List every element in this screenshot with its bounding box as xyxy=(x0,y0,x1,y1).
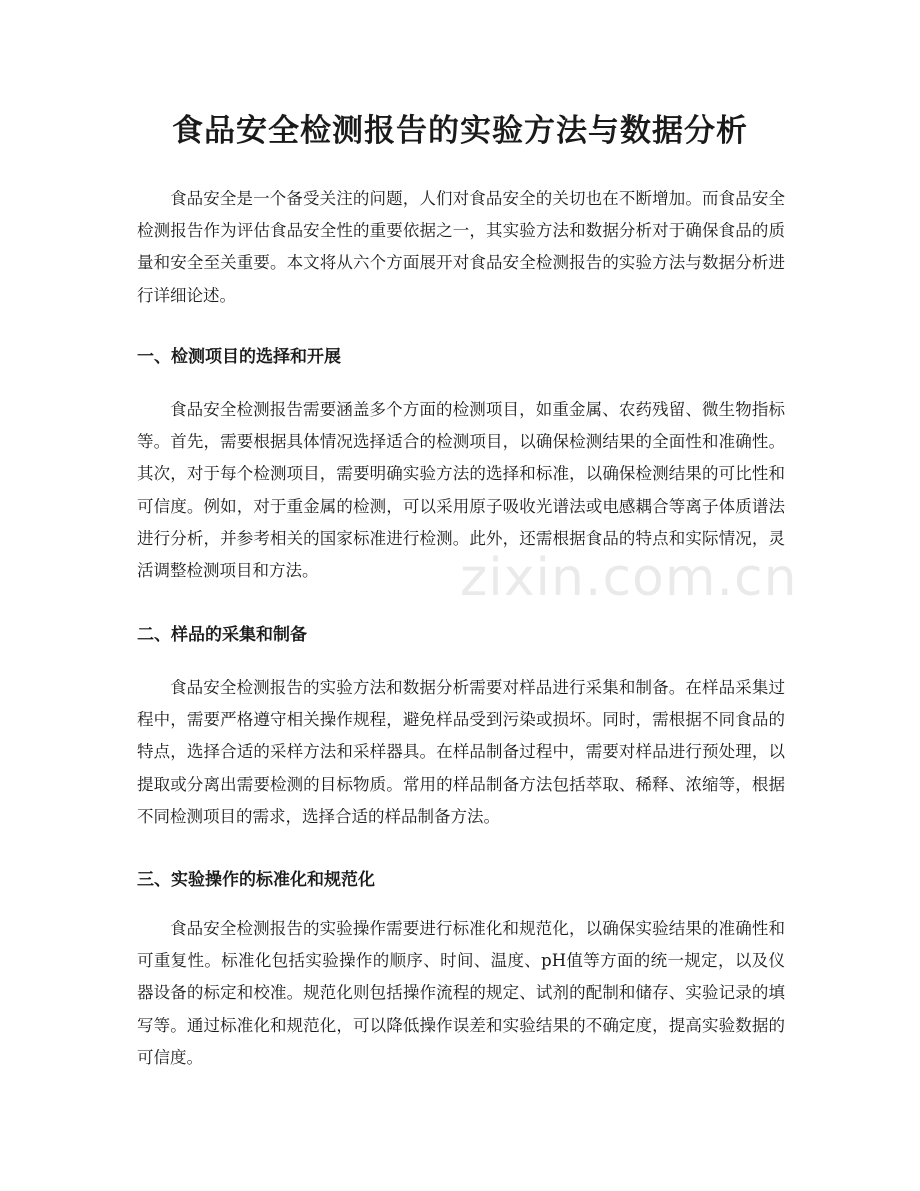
document-title: 食品安全检测报告的实验方法与数据分析 xyxy=(172,113,748,149)
section-body-2: 食品安全检测报告的实验方法和数据分析需要对样品进行采集和制备。在样品采集过程中，需要严格遵守相关操作规程，避免样品受到污染或损坏。同时，需根据不同食品的特点，选择合适的采样方法和采样器具。在样品制备过程中，需要对样品进行预处理，以提取或分离出需要检测的目标物质。常用的样品制备方法包括萃取、稀释、浓缩等，根据不同检测项目的需求，选择合适的样品制备方法。 xyxy=(137,678,785,826)
intro-paragraph: 食品安全是一个备受关注的问题，人们对食品安全的关切也在不断增加。而食品安全检测报告作为评估食品安全性的重要依据之一，其实验方法和数据分析对于确保食品的质量和安全至关重要。本文将从六个方面展开对食品安全检测报告的实验方法与数据分析进行详细论述。 xyxy=(137,189,785,305)
watermark: zixin.com.cn xyxy=(460,548,798,608)
section-heading-2: 二、样品的采集和制备 xyxy=(137,625,307,645)
section-heading-1: 一、检测项目的选择和开展 xyxy=(137,347,341,367)
section-body-3: 食品安全检测报告的实验操作需要进行标准化和规范化，以确保实验结果的准确性和可重复性。标准化包括实验操作的顺序、时间、温度、pH值等方面的统一规定，以及仪器设备的标定和校准。规范化则包括操作流程的规定、试剂的配制和储存、实验记录的填写等。通过标准化和规范化，可以降低操作误差和实验结果的不确定度，提高实验数据的可信度。 xyxy=(137,919,785,1067)
section-body-1: 食品安全检测报告需要涵盖多个方面的检测项目，如重金属、农药残留、微生物指标等。首先，需要根据具体情况选择适合的检测项目，以确保检测结果的全面性和准确性。其次，对于每个检测项目，需要明确实验方法的选择和标准，以确保检测结果的可比性和可信度。例如，对于重金属的检测，可以采用原子吸收光谱法或电感耦合等离子体质谱法进行分析，并参考相关的国家标准进行检测。此外，还需根据食品的特点和实际情况，灵活调整检测项目和方法。 xyxy=(137,400,785,581)
section-heading-3: 三、实验操作的标准化和规范化 xyxy=(137,870,375,890)
